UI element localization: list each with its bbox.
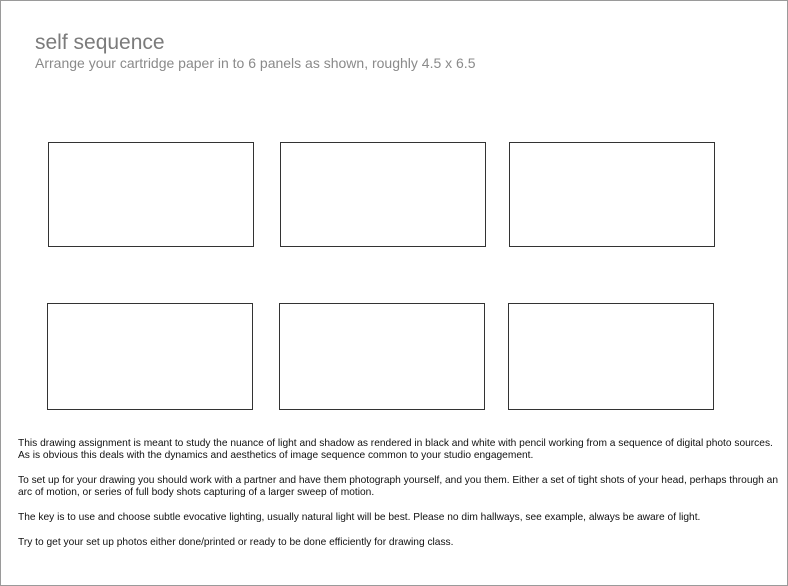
paragraph-2: To set up for your drawing you should work with a partner and have them photograph yourself, and you them. Either a set of tight shots of your head, perhaps through an arc of motion, or series of full body shots capturing of a larger sweep of motion. — [18, 474, 778, 499]
page-subtitle: Arrange your cartridge paper in to 6 panels as shown, roughly 4.5 x 6.5 — [35, 55, 476, 71]
instructions-text — [18, 438, 780, 561]
panel-1 — [48, 142, 254, 247]
panel-2 — [280, 142, 486, 247]
panel-6 — [508, 303, 714, 410]
panel-4 — [47, 303, 253, 410]
page-title: self sequence — [35, 31, 165, 54]
paragraph-3: The key is to use and choose subtle evocative lighting, usually natural light will be best. Please no dim hallways, see example, always be aware of light. — [18, 511, 701, 523]
panel-5 — [279, 303, 485, 410]
paragraph-4: Try to get your set up photos either done/printed or ready to be done efficiently for drawing class. — [18, 536, 454, 548]
paragraph-1: This drawing assignment is meant to study the nuance of light and shadow as rendered in black and white with pencil working from a sequence of digital photo sources. As is obvious this deals with the dynamics and aesthetics of image sequence common to your studio engagement. — [18, 438, 773, 462]
panel-3 — [509, 142, 715, 247]
